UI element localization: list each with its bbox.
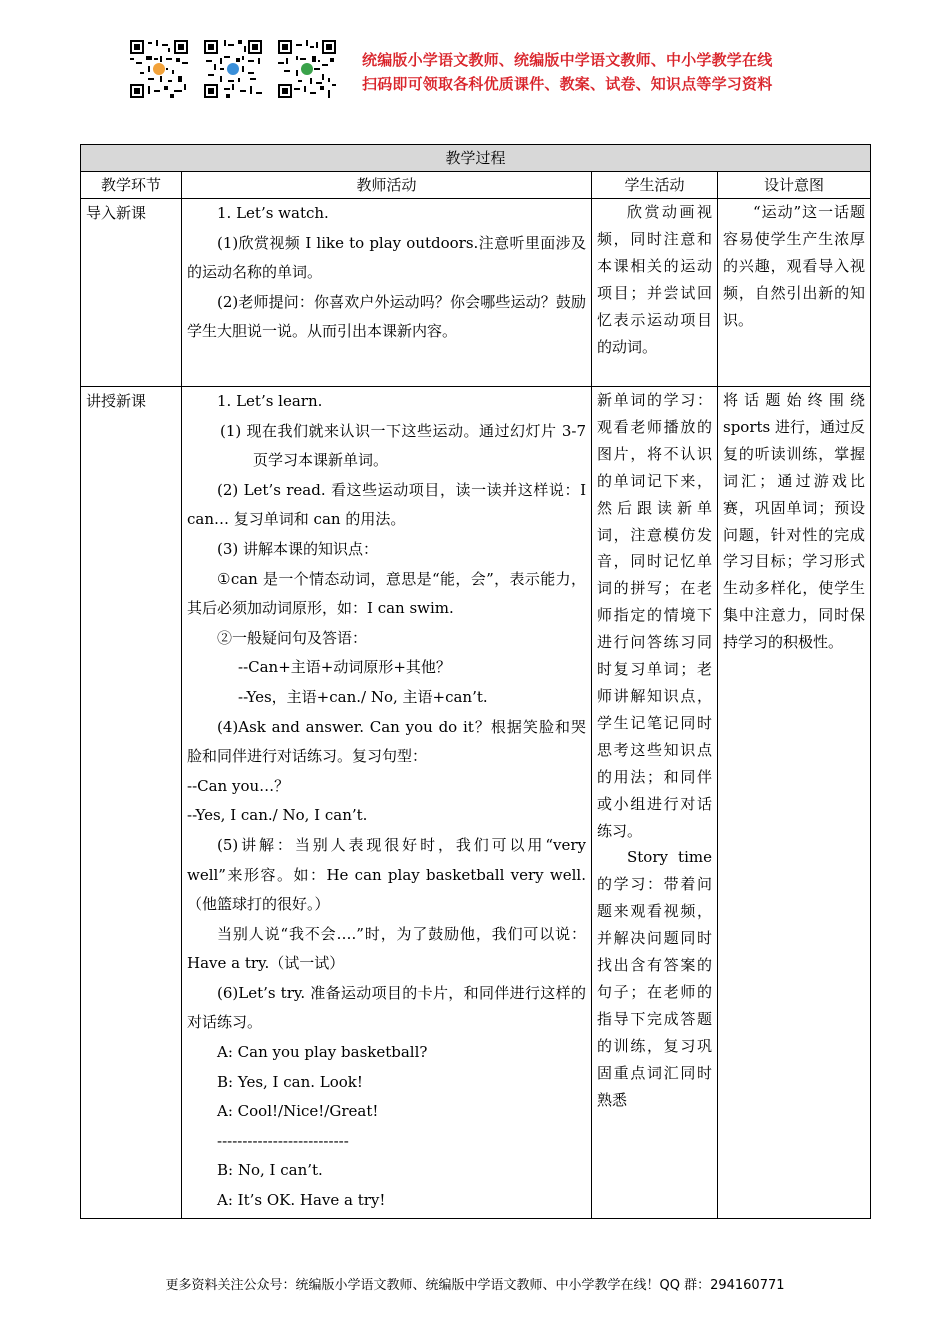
qr-code-icon[interactable] — [130, 40, 188, 98]
student-activity-text: 新单词的学习：观看老师播放的图片，将不认识的单词记下来，然后跟读新单词，注意模仿发音，同时记忆单词的拼写；在老师指定的情境下进行问答练习同时复习单词；老师讲解知识点，学生记笔记同时思考这些知识点的用法；和同伴或小组进行对话练习。 — [597, 391, 712, 840]
design-intent-text: “运动”这一话题容易使学生产生浓厚的兴趣，观看导入视频，自然引出新的知识。 — [723, 203, 866, 329]
teacher-activity-cell — [182, 387, 592, 1219]
teaching-process-table — [80, 144, 871, 1219]
teacher-step: A: Can you play basketball? — [217, 1043, 428, 1062]
stage-cell: 讲授新课 — [81, 387, 182, 1219]
teacher-step: 1. Let’s watch. — [217, 204, 329, 222]
teacher-step: A: Cool!/Nice!/Great! — [217, 1102, 379, 1121]
design-intent-text: 将话题始终围绕 sports 进行，通过反复的听读训练，掌握词汇；通过游戏比赛，巩固单词；预设问题，针对性的完成学习目标；学习形式生动多样化，使学生集中注意力，同时保持学习的积极性。 — [723, 391, 866, 652]
teacher-step: ②一般疑问句及答语： — [217, 628, 368, 647]
qr-code-icon[interactable] — [204, 40, 262, 98]
promo-banner — [362, 48, 772, 96]
table-title-row — [81, 145, 871, 172]
student-activity-text: 欣赏动画视频，同时注意和本课相关的运动项目；并尝试回忆表示运动项目的动词。 — [597, 203, 712, 356]
table-title: 教学过程 — [81, 145, 871, 172]
student-activity-text: Story time 的学习：带着问题来观看视频，并解决问题同时找出含有答案的句子；在老师的指导下完成答题的训练，复习巩固重点词汇同时熟悉 — [597, 848, 712, 1109]
page-footer: 更多资料关注公众号：统编版小学语文教师、统编版中学语文教师、中小学教学在线！QQ 群：294160771 — [165, 1278, 785, 1293]
teacher-step: (1) 现在我们就来认识一下这些运动。通过幻灯片 3-7 页学习本课新单词。 — [220, 421, 586, 470]
teacher-step: ①can 是一个情态动词，意思是“能，会”，表示能力，其后必须加动词原形，如：I can swim. — [187, 569, 586, 618]
page-header — [130, 40, 830, 102]
teacher-step: (5)讲解：当别人表现很好时，我们可以用“very well”来形容。如：He can play basketball very well.（他篮球打的很好。） — [187, 835, 586, 914]
teacher-step: 当别人说“我不会….”时，为了鼓励他，我们可以说：Have a try.（试一试） — [187, 924, 586, 973]
student-activity-cell — [592, 199, 718, 387]
teacher-step: --Yes, I can./ No, I can’t. — [187, 806, 368, 825]
teacher-activity-cell — [182, 199, 592, 387]
design-intent-cell — [718, 387, 871, 1219]
teacher-step: B: Yes, I can. Look! — [217, 1072, 363, 1091]
teacher-step: --Can you…？ — [187, 776, 290, 795]
student-activity-cell — [592, 387, 718, 1219]
teacher-step: (4)Ask and answer. Can you do it？根据笑脸和哭脸和同伴进行对话练习。复习句型： — [187, 717, 586, 766]
table-header-row — [81, 172, 871, 199]
teacher-step: --Yes，主语+can./ No, 主语+can’t. — [238, 687, 488, 706]
teacher-step: (6)Let’s try. 准备运动项目的卡片，和同伴进行这样的对话练习。 — [187, 983, 586, 1032]
teacher-step: B: No, I can’t. — [217, 1161, 323, 1180]
banner-line-2: 扫码即可领取各科优质课件、教案、试卷、知识点等学习资料 — [362, 75, 773, 93]
design-intent-cell — [718, 199, 871, 387]
stage-cell: 导入新课 — [81, 199, 182, 387]
teacher-step: A: It’s OK. Have a try! — [217, 1191, 386, 1210]
teacher-step: 1. Let’s learn. — [217, 392, 323, 410]
banner-line-1: 统编版小学语文教师、统编版中学语文教师、中小学教学在线 — [362, 51, 773, 69]
table-row — [81, 387, 871, 1219]
column-header: 设计意图 — [718, 172, 871, 199]
column-header: 教师活动 — [182, 172, 592, 199]
teacher-step: (3) 讲解本课的知识点： — [217, 539, 379, 558]
teacher-step: (2) Let’s read. 看这些运动项目，读一读并这样说：I can… 复习单词和 can 的用法。 — [187, 480, 586, 529]
teacher-step: -------------------------- — [217, 1131, 349, 1150]
teacher-step: (2)老师提问：你喜欢户外运动吗？你会哪些运动？鼓励学生大胆说一说。从而引出本课新内容。 — [187, 292, 586, 341]
column-header: 学生活动 — [592, 172, 718, 199]
qr-code-icon[interactable] — [278, 40, 336, 98]
column-header: 教学环节 — [81, 172, 182, 199]
table-row — [81, 199, 871, 387]
teacher-step: --Can+主语+动词原形+其他？ — [238, 658, 451, 677]
teacher-step: (1)欣赏视频 I like to play outdoors.注意听里面涉及的运动名称的单词。 — [187, 233, 586, 282]
